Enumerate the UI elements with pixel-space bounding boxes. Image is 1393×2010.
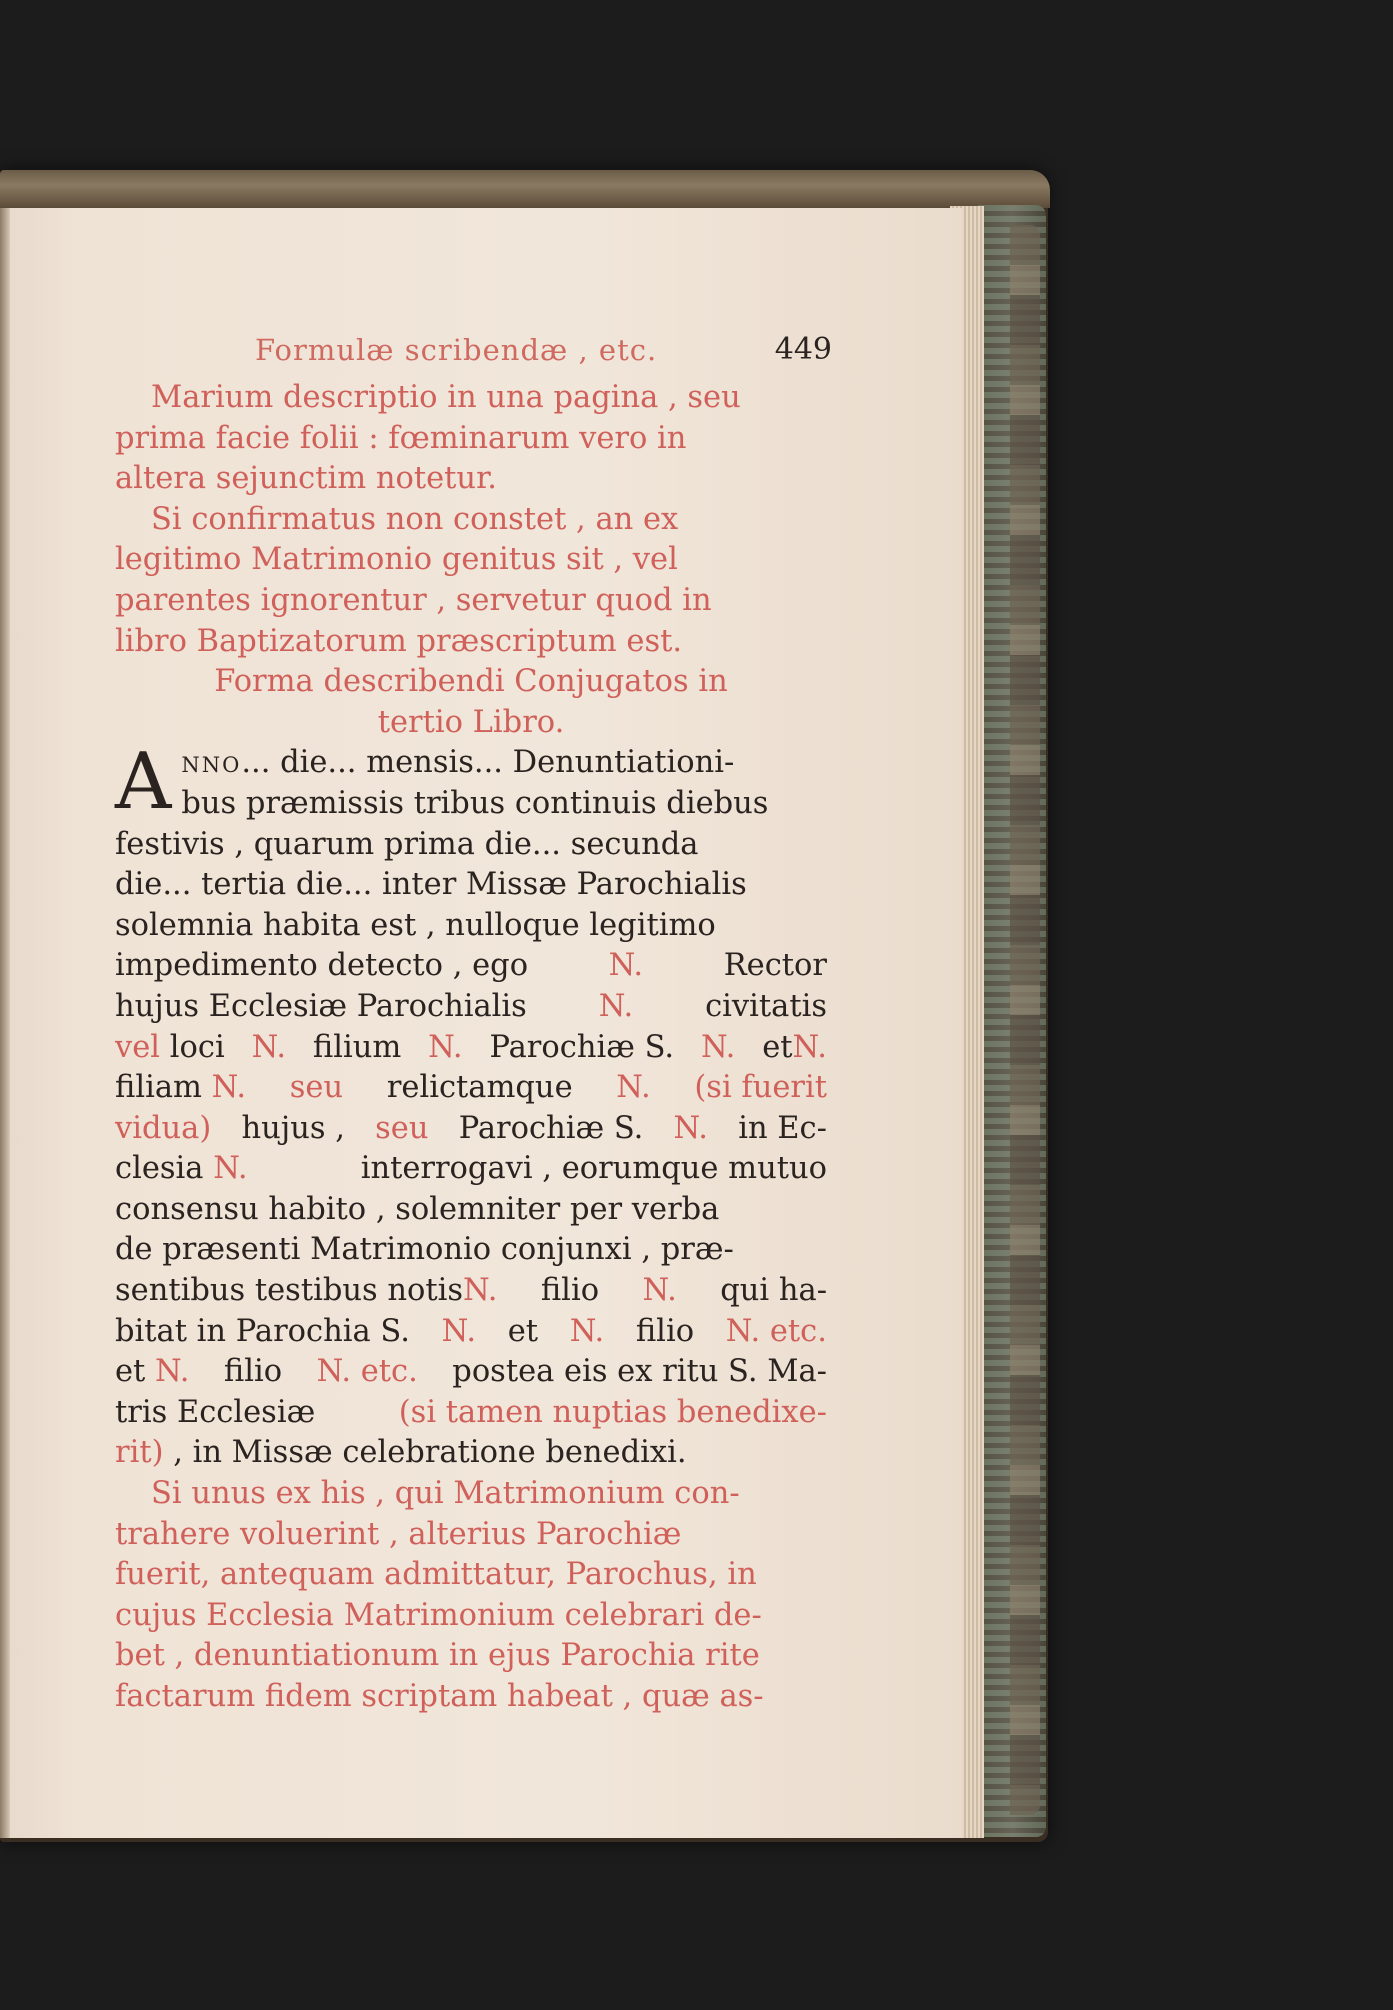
- book-spine-wear: [1010, 225, 1040, 1815]
- rubric-paragraph-1: [115, 378, 827, 500]
- placeholder-n: N.: [213, 1151, 248, 1187]
- text-fragment: in Ec-: [738, 1110, 827, 1146]
- rubric-fragment: vidua): [115, 1110, 212, 1146]
- page-number: 449: [774, 332, 832, 367]
- placeholder-n: N.: [569, 1313, 605, 1349]
- marriage-formula: [115, 737, 827, 1474]
- drop-cap: A: [115, 737, 172, 828]
- text-fragment: filio: [540, 1273, 600, 1309]
- text-line: Si unus ex his , qui Matrimonium con-: [151, 1476, 740, 1512]
- placeholder-n: N.: [642, 1273, 677, 1309]
- text-line: legitimo Matrimonio genitus sit , vel: [115, 542, 678, 578]
- text-fragment: Rector: [723, 948, 827, 984]
- rubric-paragraph-2: [115, 500, 827, 662]
- text-fragment: filium: [312, 1029, 402, 1065]
- section-heading: [115, 662, 827, 743]
- text-fragment: qui ha-: [720, 1273, 827, 1309]
- text-line: factarum fidem scriptam habeat , quæ as-: [115, 1679, 764, 1714]
- text-line: festivis , quarum prima die... secunda: [115, 826, 699, 862]
- placeholder-n: N.: [616, 1070, 651, 1106]
- text-line: prima facie folii : fœminarum vero in: [115, 420, 687, 456]
- formula-smallcaps: nno: [181, 745, 242, 781]
- text-line: consensu habito , solemniter per verba: [115, 1191, 720, 1227]
- heading-line: tertio Libro.: [377, 704, 565, 740]
- placeholder-n: N.: [251, 1029, 287, 1065]
- text-fragment: postea eis ex ritu S. Ma-: [452, 1354, 827, 1390]
- placeholder-n: N.: [441, 1313, 477, 1349]
- placeholder-n: N. etc.: [725, 1313, 827, 1349]
- text-line: altera sejunctim notetur.: [115, 461, 497, 497]
- text-line: trahere voluerint , alterius Parochiæ: [115, 1516, 682, 1552]
- text-line: bus præmissis tribus continuis diebus: [181, 785, 769, 821]
- running-header: [115, 330, 832, 378]
- page-gutter: [0, 208, 10, 1838]
- placeholder-n: N.: [673, 1110, 708, 1146]
- placeholder-n: N.: [428, 1029, 463, 1065]
- book-top-edge: [0, 170, 1050, 208]
- rubric-fragment: seu: [289, 1070, 344, 1106]
- text-line: parentes ignorentur , servetur quod in: [115, 582, 712, 618]
- placeholder-n: N.: [155, 1354, 190, 1390]
- rubric-fragment: (si tamen nuptias benedixe-: [398, 1394, 827, 1430]
- text-line: Marium descriptio in una pagina , seu: [151, 380, 741, 415]
- text-fragment: clesia: [115, 1151, 204, 1187]
- text-fragment: tris Ecclesiæ: [115, 1394, 316, 1430]
- text-line: de præsenti Matrimonio conjunxi , præ-: [115, 1232, 734, 1268]
- text-fragment: filio: [223, 1354, 283, 1390]
- rubric-fragment: vel: [115, 1029, 161, 1065]
- text-fragment: et: [762, 1029, 793, 1065]
- placeholder-n: N.: [608, 948, 644, 984]
- text-fragment: sentibus testibus notis: [115, 1273, 464, 1309]
- text-fragment: civitatis: [705, 988, 827, 1024]
- placeholder-n: N. etc.: [316, 1354, 418, 1390]
- text-line: solemnia habita est , nulloque legitimo: [115, 907, 716, 943]
- text-line: Si confirmatus non constet , an ex: [151, 501, 679, 537]
- text-fragment: relictamque: [386, 1070, 573, 1106]
- placeholder-n: N.: [211, 1070, 247, 1106]
- text-line: fuerit, antequam admittatur, Parochus, in: [115, 1557, 757, 1593]
- rubric-fragment: (si fuerit: [694, 1070, 827, 1106]
- text-fragment: impedimento detecto , ego: [115, 948, 529, 984]
- rubric-paragraph-3: [115, 1474, 827, 1718]
- text-fragment: loci: [169, 1029, 225, 1065]
- text-fragment: filio: [635, 1313, 695, 1349]
- heading-line: Forma describendi Conjugatos in: [214, 664, 728, 700]
- rubric-fragment: seu: [375, 1110, 429, 1146]
- text-fragment: Parochiæ S.: [489, 1029, 675, 1065]
- text-fragment: hujus ,: [241, 1110, 345, 1146]
- placeholder-n: N.: [598, 988, 634, 1024]
- text-line: libro Baptizatorum præscriptum est.: [115, 623, 683, 659]
- placeholder-n: N.: [463, 1273, 498, 1309]
- text-fragment: ... die... mensis... Denuntiationi-: [241, 745, 735, 781]
- text-fragment: et: [115, 1354, 146, 1390]
- page-text: [115, 330, 832, 1718]
- text-fragment: et: [507, 1313, 539, 1349]
- text-fragment: interrogavi , eorumque mutuo: [360, 1151, 827, 1187]
- text-fragment: bitat in Parochia S.: [115, 1313, 410, 1349]
- running-title: Formulæ scribendæ , etc.: [255, 333, 658, 367]
- text-line: bet , denuntiationum in ejus Parochia rite: [115, 1638, 760, 1674]
- text-fragment: filiam: [115, 1070, 202, 1106]
- placeholder-n: N.: [792, 1029, 827, 1065]
- rubric-fragment: rit): [115, 1435, 164, 1471]
- text-fragment: hujus Ecclesiæ Parochialis: [115, 988, 527, 1024]
- text-fragment: Parochiæ S.: [458, 1110, 644, 1146]
- placeholder-n: N.: [700, 1029, 736, 1065]
- text-line: die... tertia die... inter Missæ Parochialis: [115, 867, 747, 903]
- text-fragment: , in Missæ celebratione benedixi.: [173, 1435, 687, 1471]
- text-line: cujus Ecclesia Matrimonium celebrari de-: [115, 1597, 762, 1633]
